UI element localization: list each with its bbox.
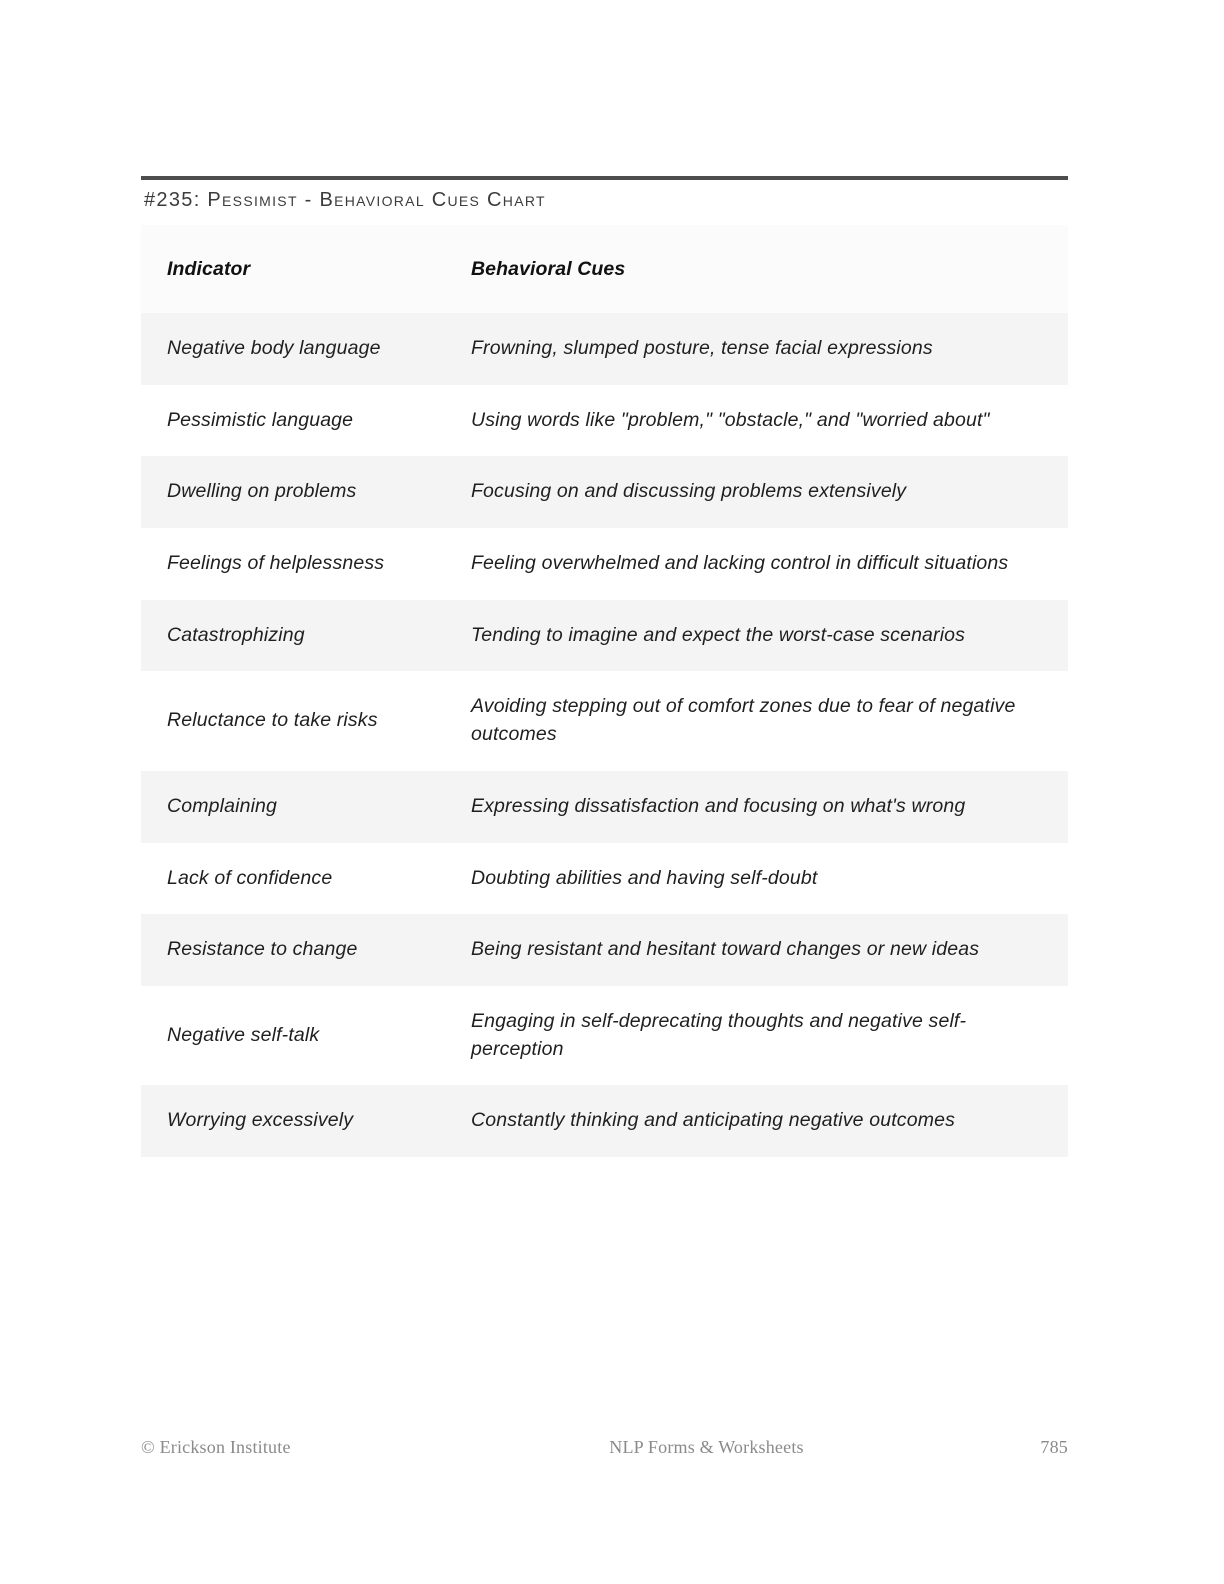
table-row [141,313,1068,385]
cell-indicator: Lack of confidence [167,866,333,889]
table-header-row [141,225,1068,313]
title-top-rule [141,176,1068,180]
cell-behavioral-cues: Constantly thinking and anticipating negative outcomes [471,1109,955,1132]
cell-indicator: Feelings of helplessness [167,552,385,575]
cell-behavioral-cues: Focusing on and discussing problems extensively [471,480,907,503]
footer-copyright: © Erickson Institute [141,1437,291,1457]
table-row [141,456,1068,528]
table-row [141,385,1068,457]
cell-behavioral-cues: Using words like "problem," "obstacle," and "worried about" [471,408,990,431]
table-body [141,313,1068,1157]
cell-indicator: Reluctance to take risks [167,709,378,732]
table-row [141,843,1068,915]
cell-indicator: Worrying excessively [167,1109,354,1132]
cell-behavioral-cues: Engaging in self-deprecating thoughts and negative self-perception [471,1009,967,1060]
page-title: #235: Pessimist - Behavioral Cues Chart [144,189,546,211]
cell-behavioral-cues: Tending to imagine and expect the worst-case scenarios [471,623,966,646]
cell-indicator: Pessimistic language [167,408,354,431]
cell-behavioral-cues: Being resistant and hesitant toward changes or new ideas [471,938,980,961]
cell-indicator: Negative body language [167,337,381,359]
cell-behavioral-cues: Avoiding stepping out of comfort zones due to fear of negative outcomes [471,695,1016,746]
cell-indicator: Negative self-talk [167,1023,320,1046]
table-row [141,671,1068,770]
footer-page-number: 785 [1040,1437,1068,1457]
table-row [141,600,1068,672]
table-header [141,225,1068,313]
table-row [141,771,1068,843]
table-row [141,986,1068,1085]
column-header-indicator: Indicator [167,257,251,280]
cell-behavioral-cues: Feeling overwhelmed and lacking control in difficult situations [471,552,1009,575]
cell-behavioral-cues: Frowning, slumped posture, tense facial expressions [471,337,933,359]
cell-behavioral-cues: Expressing dissatisfaction and focusing on what's wrong [471,794,966,817]
page-footer [141,1437,1068,1458]
table-row [141,914,1068,986]
cell-indicator: Dwelling on problems [167,480,357,503]
cell-indicator: Complaining [167,794,278,817]
column-header-behavioral-cues: Behavioral Cues [471,257,626,280]
footer-title: NLP Forms & Worksheets [609,1437,804,1457]
page-content [141,176,1068,1157]
cell-behavioral-cues: Doubting abilities and having self-doubt [471,866,818,889]
cell-indicator: Catastrophizing [167,623,305,646]
cell-indicator: Resistance to change [167,938,358,961]
behavioral-cues-table [141,225,1068,1157]
table-row [141,528,1068,600]
table-row [141,1085,1068,1157]
